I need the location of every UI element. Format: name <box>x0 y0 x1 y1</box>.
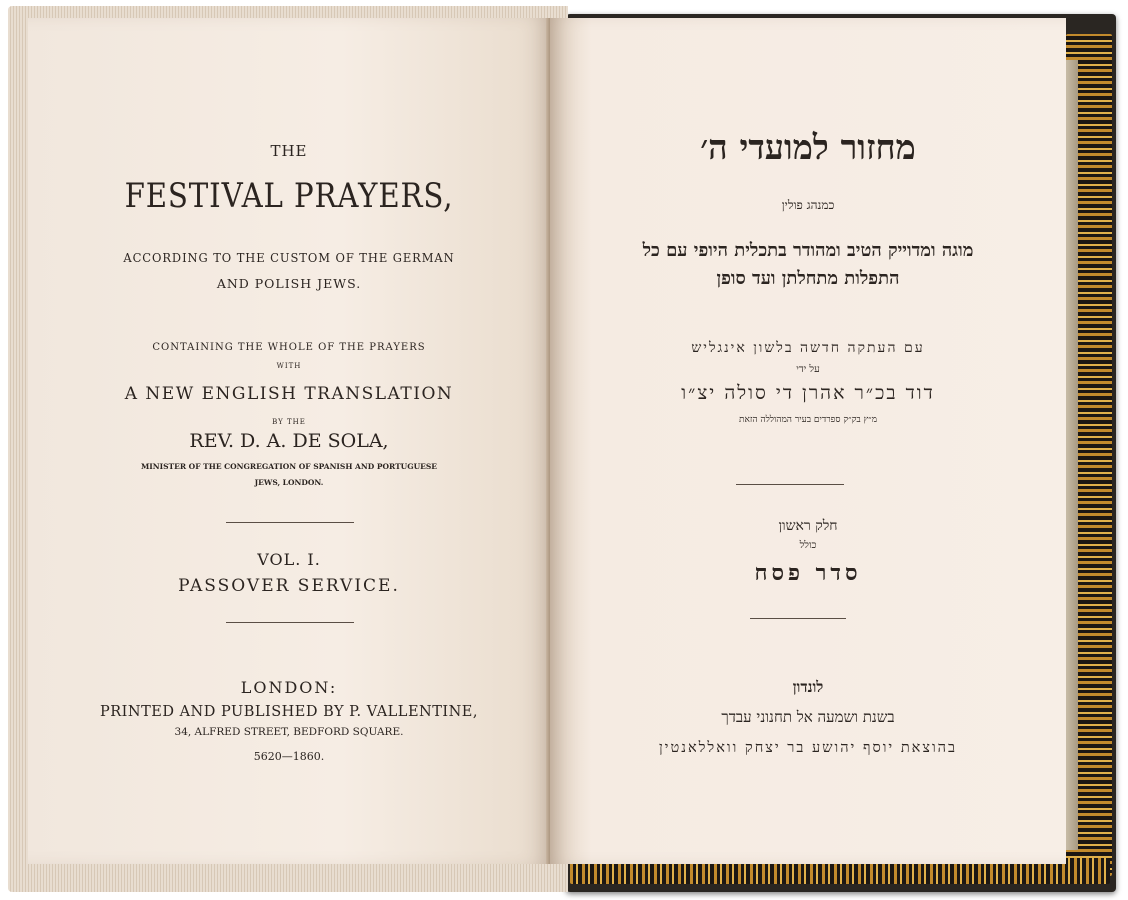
hebrew-by: על ידי <box>796 364 820 375</box>
author-name: REV. D. A. DE SOLA, <box>189 430 389 452</box>
publisher-line: PRINTED AND PUBLISHED BY P. VALLENTINE, <box>100 704 478 720</box>
divider <box>226 622 354 623</box>
service-label: PASSOVER SERVICE. <box>178 576 400 596</box>
minister-line-2: JEWS, LONDON. <box>254 478 324 487</box>
minister-line-1: MINISTER OF THE CONGREGATION OF SPANISH AND PORTUGUESE <box>140 462 438 471</box>
custom-line-2: AND POLISH JEWS. <box>216 276 362 291</box>
hebrew-city: לונדון <box>792 678 824 696</box>
title-the: THE <box>270 142 308 160</box>
hebrew-author: דוד בכ״ר אהרן די סולה יצ״ו <box>681 382 935 404</box>
left-title-page <box>28 18 550 864</box>
hebrew-author-note: מ״ץ בק״ק ספרדים בעיר המהוללה הזאת <box>738 415 878 425</box>
hebrew-part: חלק ראשון <box>778 518 838 534</box>
hebrew-publisher: בהוצאת יוסף יהושע בר יצחק וואללאנטין <box>658 740 958 756</box>
address-line: 34, ALFRED STREET, BEDFORD SQUARE. <box>174 726 404 738</box>
hebrew-desc-2: התפלות מתחלתן ועד סופן <box>716 268 900 289</box>
hebrew-subtitle: כמנהג פולין <box>781 198 835 212</box>
year-line: 5620—1860. <box>253 750 325 763</box>
by-the-line: BY THE <box>272 418 306 426</box>
book-title: FESTIVAL PRAYERS, <box>124 176 454 216</box>
city-label: LONDON: <box>240 678 338 697</box>
translation-line: A NEW ENGLISH TRANSLATION <box>124 384 454 404</box>
hebrew-includes: כולל <box>799 540 817 551</box>
divider <box>750 618 846 619</box>
volume-label: VOL. I. <box>257 550 321 569</box>
hebrew-translation: עם העתקה חדשה בלשון אינגליש <box>691 340 925 356</box>
hebrew-title: מחזור למועדי ה׳ <box>700 128 916 168</box>
divider <box>226 522 354 523</box>
hebrew-desc-1: מוגה ומדוייק הטיב ומהודר בתכלית היופי עם כל <box>642 240 974 261</box>
hebrew-service: סדר פסח <box>754 560 862 586</box>
hebrew-year-line: בשנת ושמעה אל תחנוני עבדך <box>721 708 895 726</box>
right-title-page <box>550 18 1066 864</box>
with-line: WITH <box>276 362 302 370</box>
custom-line-1: ACCORDING TO THE CUSTOM OF THE GERMAN <box>123 250 455 265</box>
divider <box>736 484 844 485</box>
containing-line: CONTAINING THE WHOLE OF THE PRAYERS <box>152 342 426 353</box>
